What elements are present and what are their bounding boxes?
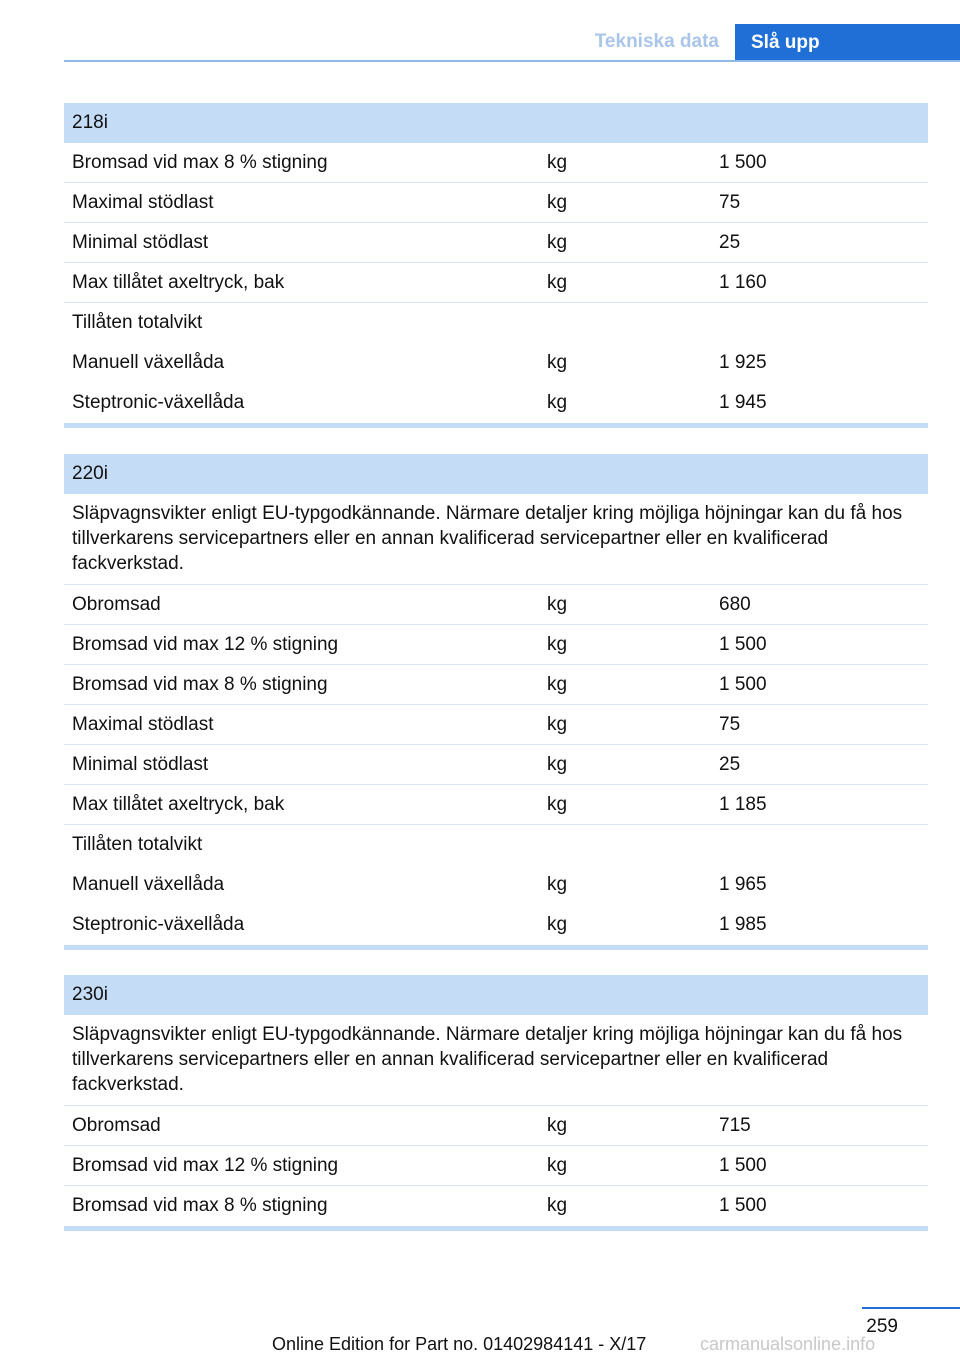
section-title[interactable]: Tekniska data	[594, 31, 719, 52]
row-value: 1 500	[719, 673, 767, 695]
edition-note: Online Edition for Part no. 01402984141 - X/17	[272, 1334, 647, 1354]
row-value: 1 965	[719, 874, 767, 895]
row-unit: kg	[547, 271, 568, 293]
row-value: 680	[719, 593, 751, 615]
row-label: Obromsad	[72, 593, 161, 615]
row-value: 1 160	[719, 271, 767, 293]
row-unit: kg	[547, 713, 568, 735]
row-unit: kg	[547, 352, 568, 373]
row-unit: kg	[547, 593, 568, 615]
table-note: Släpvagnsvikter enligt EU-typgodkännande. Närmare detaljer kring möjliga höjningar kan du få hos tillverkarens servicepartners eller en annan kvalificerad servicepartner eller en kvalificerad fackverkstad.	[64, 1015, 928, 1106]
row-unit: kg	[547, 673, 568, 695]
header-divider	[64, 60, 960, 62]
total-weight-heading	[64, 825, 928, 865]
row-value: 1 985	[719, 914, 767, 935]
table-row	[64, 665, 928, 705]
row-unit: kg	[547, 793, 568, 815]
row-label: Manuell växellåda	[72, 874, 225, 895]
row-label: Max tillåtet axeltryck, bak	[72, 271, 285, 293]
row-unit: kg	[547, 1154, 568, 1176]
table-row	[64, 263, 928, 303]
table-row	[64, 383, 928, 423]
row-unit: kg	[547, 151, 568, 173]
row-label: Maximal stödlast	[72, 713, 214, 735]
table-end-rule	[64, 945, 928, 950]
row-unit: kg	[547, 1195, 568, 1216]
row-label: Minimal stödlast	[72, 231, 209, 253]
row-label: Bromsad vid max 12 % stigning	[72, 1154, 339, 1176]
row-label: Steptronic-växellåda	[72, 392, 245, 413]
table-row	[64, 343, 928, 383]
table-row	[64, 143, 928, 183]
table-row	[64, 223, 928, 263]
row-label: Tillåten totalvikt	[72, 312, 203, 333]
table-row	[64, 1186, 928, 1226]
row-label: Bromsad vid max 8 % stigning	[72, 151, 328, 173]
row-value: 75	[719, 713, 741, 735]
watermark: carmanualsonline.info	[700, 1334, 876, 1354]
table-row	[64, 785, 928, 825]
page-number: 259	[866, 1316, 898, 1337]
row-unit: kg	[547, 753, 568, 775]
row-value: 1 925	[719, 352, 767, 373]
table-row	[64, 183, 928, 223]
row-unit: kg	[547, 633, 568, 655]
row-value: 75	[719, 191, 741, 213]
row-unit: kg	[547, 874, 568, 895]
table-row	[64, 745, 928, 785]
spec-table-220i	[64, 454, 928, 950]
table-row	[64, 905, 928, 945]
row-value: 25	[719, 753, 741, 775]
table-row	[64, 865, 928, 905]
page-header	[64, 24, 960, 62]
row-label: Bromsad vid max 12 % stigning	[72, 633, 339, 655]
table-row	[64, 705, 928, 745]
total-weight-heading	[64, 303, 928, 343]
tab-sla-upp[interactable]: Slå upp	[735, 24, 960, 62]
row-label: Bromsad vid max 8 % stigning	[72, 673, 328, 695]
row-unit: kg	[547, 392, 568, 413]
row-value: 715	[719, 1114, 751, 1136]
row-value: 25	[719, 231, 741, 253]
table-row	[64, 625, 928, 665]
footer-rule	[862, 1307, 960, 1309]
row-label: Steptronic-växellåda	[72, 914, 245, 935]
row-unit: kg	[547, 231, 568, 253]
row-label: Max tillåtet axeltryck, bak	[72, 793, 285, 815]
row-value: 1 185	[719, 793, 767, 815]
row-value: 1 500	[719, 1195, 767, 1216]
row-label: Maximal stödlast	[72, 191, 214, 213]
table-row	[64, 1106, 928, 1146]
row-label: Bromsad vid max 8 % stigning	[72, 1195, 328, 1216]
row-label: Manuell växellåda	[72, 352, 225, 373]
table-title: 220i	[64, 454, 928, 494]
row-unit: kg	[547, 191, 568, 213]
table-end-rule	[64, 423, 928, 428]
table-row	[64, 585, 928, 625]
spec-table-230i	[64, 975, 928, 1231]
row-value: 1 500	[719, 1154, 767, 1176]
table-row	[64, 1146, 928, 1186]
row-value: 1 500	[719, 633, 767, 655]
row-value: 1 500	[719, 151, 767, 173]
spec-table-218i	[64, 103, 928, 428]
row-label: Tillåten totalvikt	[72, 834, 203, 855]
row-label: Minimal stödlast	[72, 753, 209, 775]
table-title: 218i	[64, 103, 928, 143]
row-unit: kg	[547, 914, 568, 935]
table-end-rule	[64, 1226, 928, 1231]
row-unit: kg	[547, 1114, 568, 1136]
table-note: Släpvagnsvikter enligt EU-typgodkännande. Närmare detaljer kring möjliga höjningar kan du få hos tillverkarens servicepartners eller en annan kvalificerad servicepartner eller en kvalificerad fackverkstad.	[64, 494, 928, 585]
table-title: 230i	[64, 975, 928, 1015]
row-value: 1 945	[719, 392, 767, 413]
row-label: Obromsad	[72, 1114, 161, 1136]
